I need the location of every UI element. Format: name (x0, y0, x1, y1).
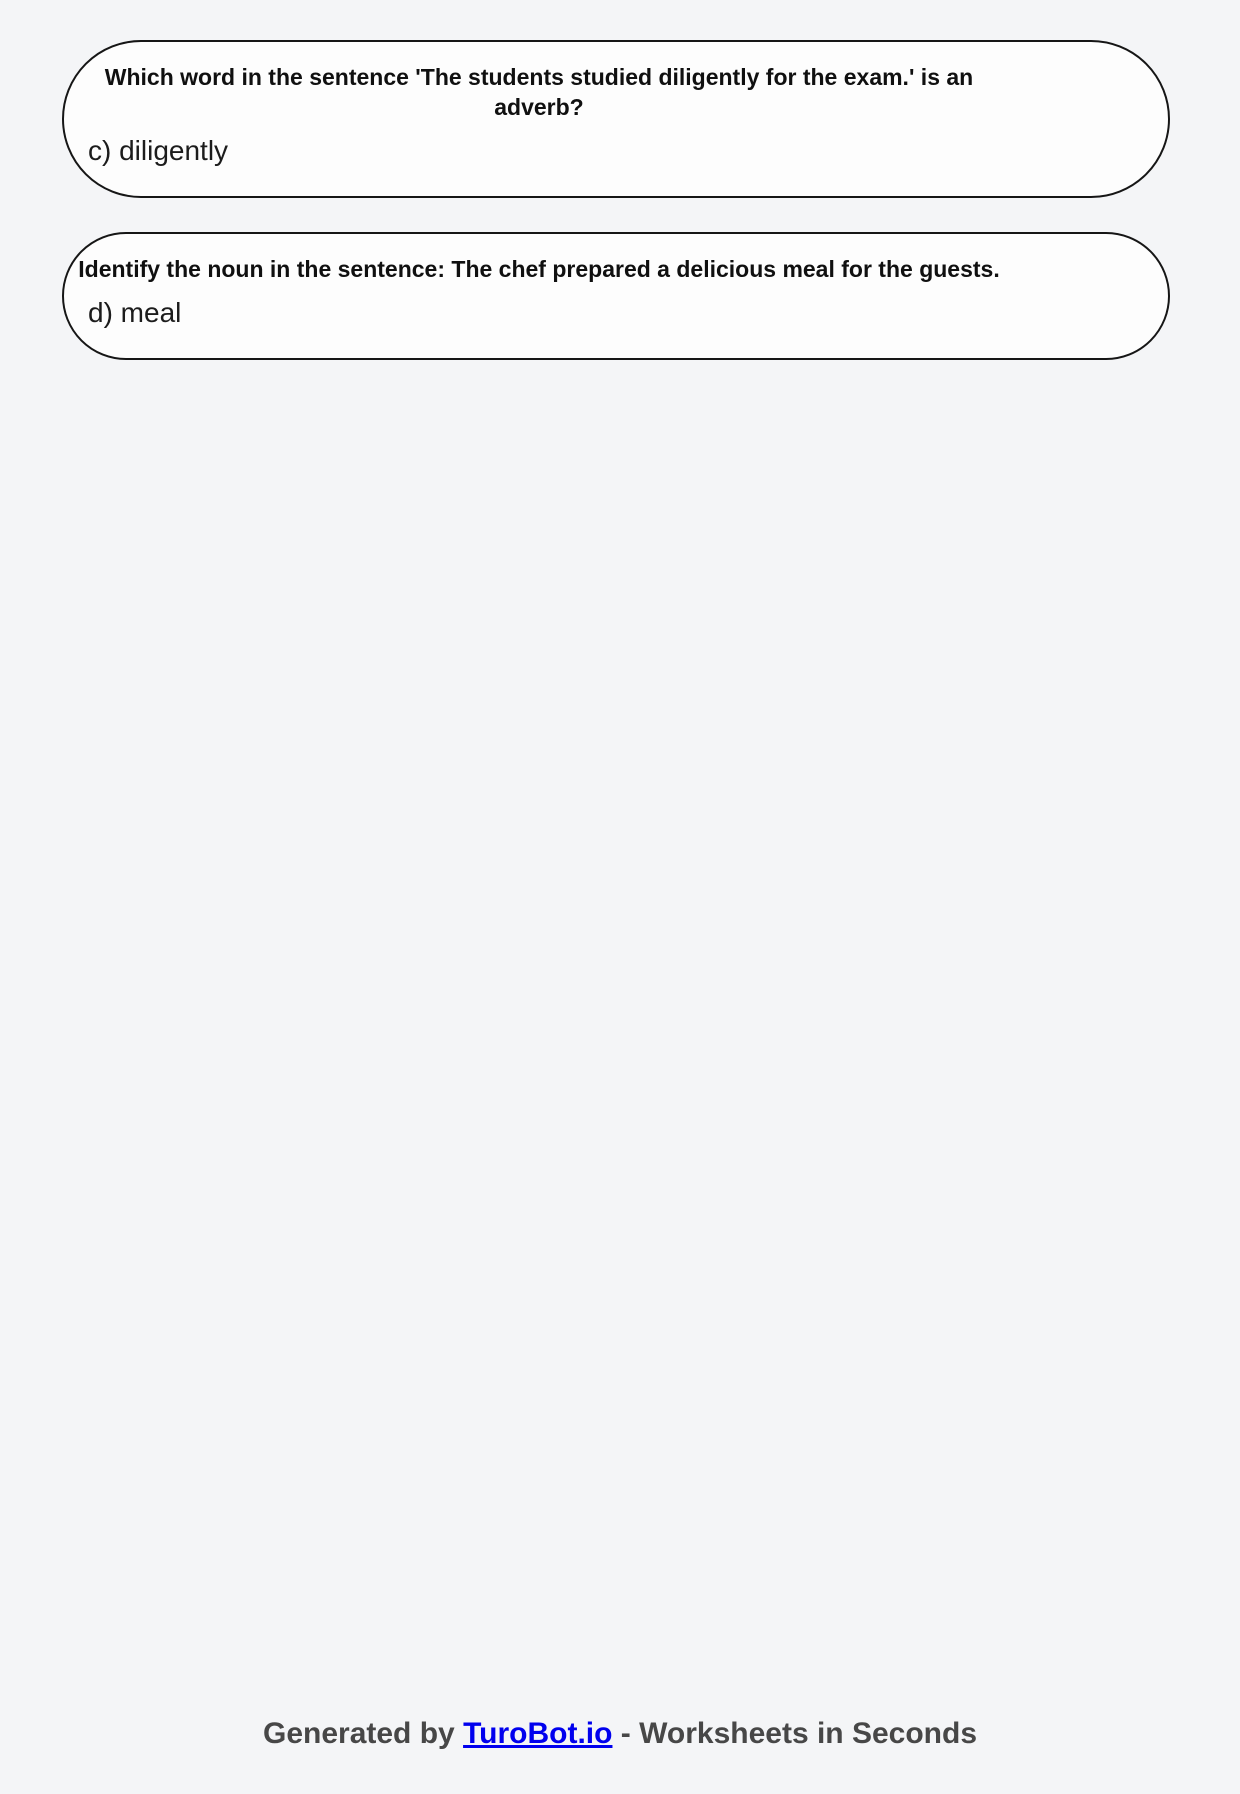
footer-suffix: - Worksheets in Seconds (612, 1717, 978, 1750)
footer-prefix: Generated by (262, 1717, 464, 1750)
footer-credit (0, 1716, 1240, 1752)
question-card (62, 232, 1170, 360)
worksheet-page (0, 40, 1240, 1794)
question-text: Identify the noun in the sentence: The chef prepared a delicious meal for the guests. (78, 256, 1000, 282)
question-card (62, 40, 1170, 198)
answer-text: d) meal (88, 297, 182, 328)
answer-text: c) diligently (88, 135, 229, 166)
question-text: Which word in the sentence 'The students studied diligently for the exam.' is an adverb? (104, 64, 974, 120)
turobot-link[interactable]: TuroBot.io (463, 1717, 613, 1750)
